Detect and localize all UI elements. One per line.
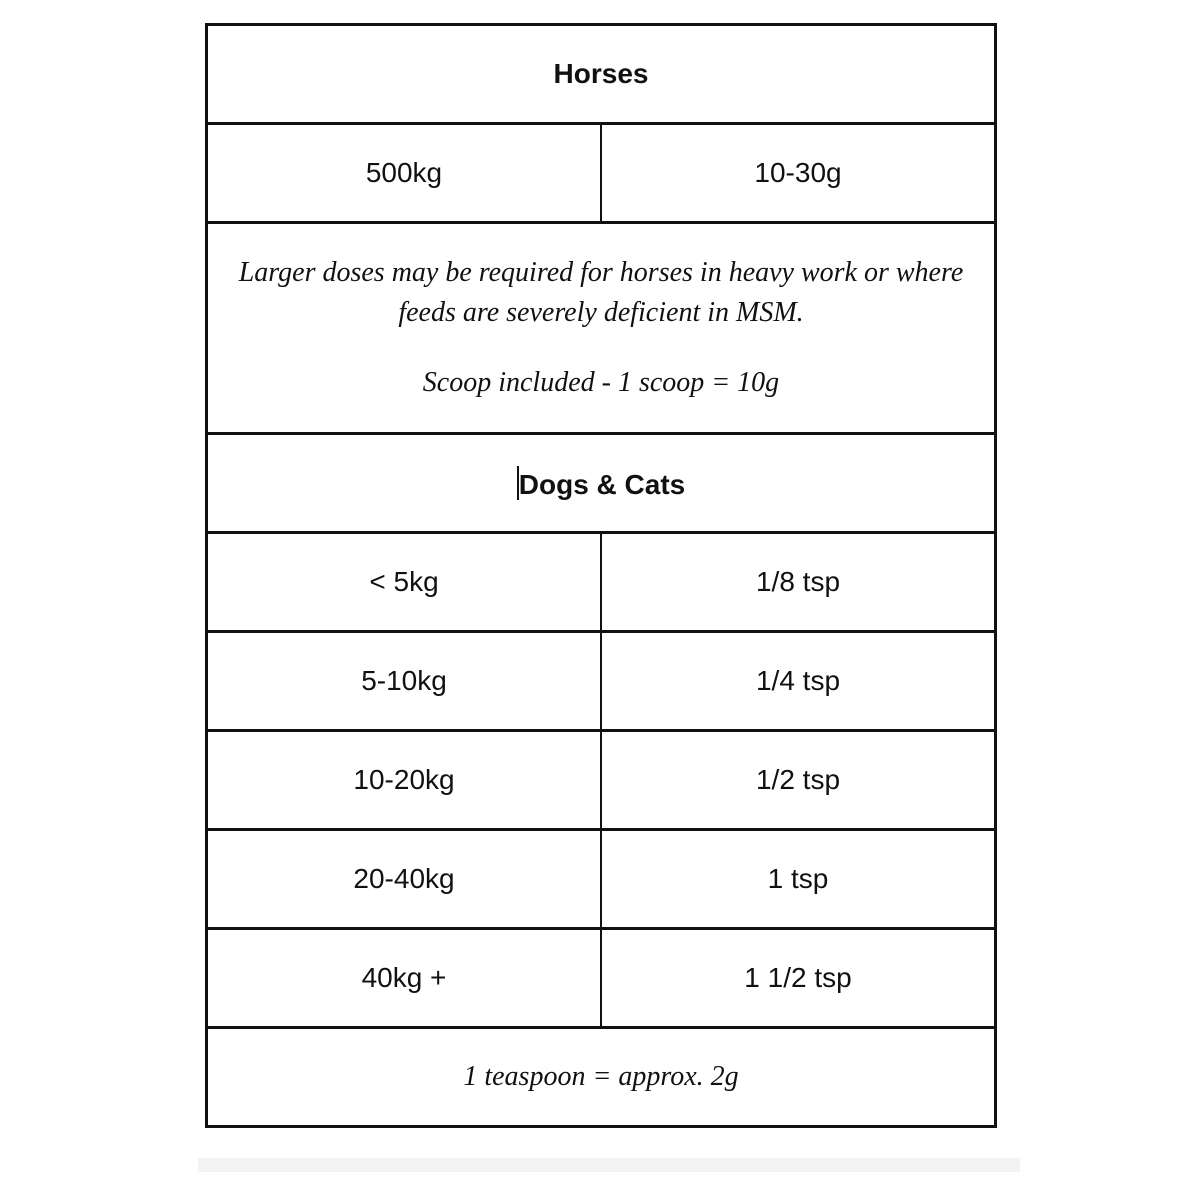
dose-value: 1 1/2 tsp [744, 962, 852, 993]
table-row [207, 632, 996, 731]
scoop-note-text: Scoop included - 1 scoop = 10g [422, 367, 780, 398]
table-row [207, 929, 996, 1028]
weight-value: 5-10kg [361, 665, 447, 696]
horses-heading: Horses [553, 58, 649, 89]
table-row [207, 533, 996, 632]
dose-cell [601, 533, 996, 632]
weight-value: 40kg + [361, 962, 447, 993]
dose-cell [601, 124, 996, 223]
weight-cell [207, 731, 602, 830]
table-row [207, 830, 996, 929]
dosage-table [205, 23, 997, 1128]
table-row [207, 731, 996, 830]
weight-value: 20-40kg [353, 863, 455, 894]
dose-value: 1/8 tsp [755, 566, 841, 597]
horses-heading-row [207, 25, 996, 124]
dose-value: 1 tsp [767, 863, 829, 894]
weight-cell [207, 830, 602, 929]
horses-note-text: Larger doses may be required for horses in heavy work or where feeds are severely deficient in MSM. [238, 257, 964, 328]
teaspoon-footnote: 1 teaspoon = approx. 2g [463, 1061, 739, 1092]
weight-cell [207, 533, 602, 632]
page-bottom-strip [198, 1158, 1020, 1172]
dogs-cats-heading-row [207, 434, 996, 533]
horses-note-row [207, 223, 996, 434]
dose-value: 1/4 tsp [755, 665, 841, 696]
weight-value: 10-20kg [353, 764, 455, 795]
footnote-row [207, 1028, 996, 1127]
weight-cell [207, 124, 602, 223]
footnote-cell [207, 1028, 996, 1127]
dose-cell [601, 929, 996, 1028]
table-row [207, 124, 996, 223]
dose-cell [601, 830, 996, 929]
horses-note-cell [207, 223, 996, 434]
weight-value: < 5kg [369, 566, 439, 597]
dose-value: 10-30g [754, 157, 842, 188]
dose-cell [601, 632, 996, 731]
weight-value: 500kg [365, 157, 443, 188]
dose-value: 1/2 tsp [755, 764, 841, 795]
weight-cell [207, 632, 602, 731]
dogs-cats-heading-cell[interactable] [207, 434, 996, 533]
weight-cell [207, 929, 602, 1028]
horses-heading-cell [207, 25, 996, 124]
dogs-cats-heading: Dogs & Cats [518, 468, 686, 500]
dose-cell [601, 731, 996, 830]
